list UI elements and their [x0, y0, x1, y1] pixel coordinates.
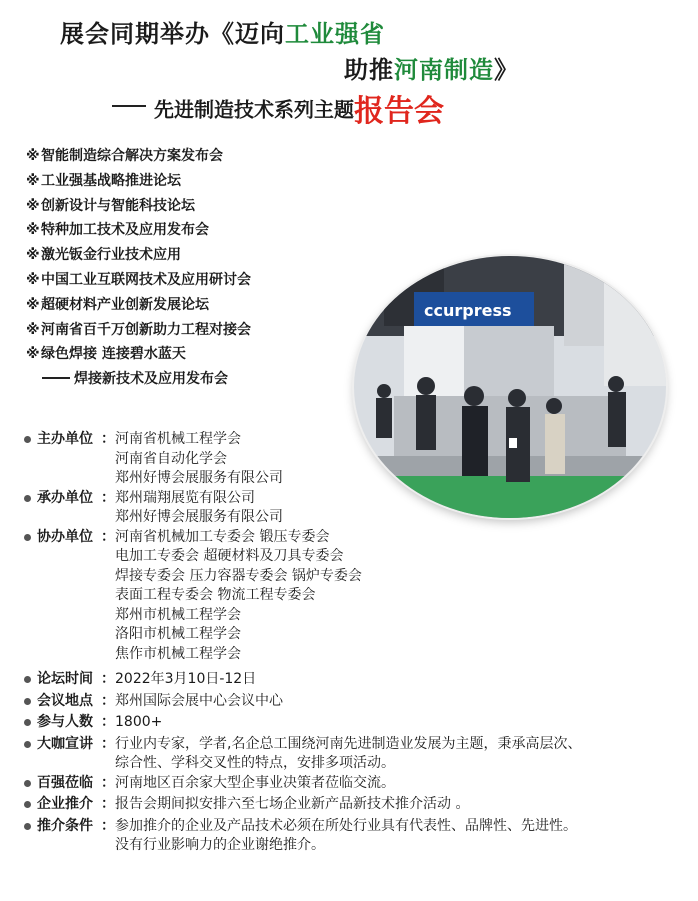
- info-label: 百强莅临: [37, 774, 93, 791]
- topic-list: [26, 144, 251, 392]
- header-line2: [344, 50, 519, 85]
- info-speakers: 大咖宣讲 ： 行业内专家，学者,名企总工围绕河南先进制造业发展为主题，秉承高层次、 综合性、学科交叉性的特点，安排多项活动。: [24, 735, 581, 774]
- header-line1-prefix: 展会同期举办《迈向: [60, 20, 285, 48]
- topic-item: ※工业强基战略推进论坛: [26, 169, 251, 194]
- info-label: 推介条件: [37, 817, 93, 834]
- info-attendance: 百强莅临 ： 河南地区百余家大型企事业决策者莅临交流。: [24, 774, 581, 796]
- header-dash: [112, 105, 146, 107]
- info-label: 论坛时间: [37, 671, 93, 687]
- topic-marker: ※: [26, 296, 40, 313]
- topic-item: ※智能制造综合解决方案发布会: [26, 144, 251, 169]
- topic-marker: ※: [26, 172, 40, 189]
- header-line2-prefix: 助推: [344, 56, 394, 84]
- topic-marker: ※: [26, 197, 40, 214]
- info-venue: 会议地点 ： 郑州国际会展中心会议中心: [24, 692, 581, 714]
- topic-marker: ※: [26, 321, 40, 338]
- header-line2-highlight: 河南制造: [394, 56, 494, 84]
- topic-item: ※绿色焊接 连接碧水蓝天: [26, 342, 251, 367]
- info-label: 主办单位: [37, 431, 93, 447]
- bullet-dot-icon: [24, 795, 37, 817]
- header-report-title: 报告会: [354, 94, 444, 129]
- info-label: 企业推介: [37, 796, 93, 812]
- topic-marker: ※: [26, 247, 40, 264]
- info-promotion: 企业推介 ： 报告会期间拟安排六至七场企业新产品新技术推介活动 。: [24, 795, 581, 817]
- info-conditions: 推介条件 ： 参加推介的企业及产品技术必须在所处行业具有代表性、品牌性、先进性。 没有行业影响力的企业谢绝推介。: [24, 817, 581, 856]
- topic-marker: ※: [26, 271, 40, 288]
- topic-item: ※特种加工技术及应用发布会: [26, 218, 251, 243]
- bullet-dot-icon: [24, 713, 37, 735]
- header-line1-highlight: 工业强省: [285, 20, 385, 48]
- topic-item: ※中国工业互联网技术及应用研讨会: [26, 268, 251, 293]
- topic-marker: ※: [26, 346, 40, 363]
- bullet-dot-icon: [24, 528, 37, 550]
- topic-item: ※超硬材料产业创新发展论坛: [26, 293, 251, 318]
- info-forum-time: 论坛时间 ： 2022年3月10日-12日: [24, 670, 581, 692]
- info-attendees: 参与人数 ： 1800+: [24, 713, 581, 735]
- topic-marker: ※: [26, 148, 40, 164]
- photo-sign-text: ccurpress: [424, 301, 512, 320]
- bullet-dot-icon: [24, 817, 37, 839]
- topic-item: ※创新设计与智能科技论坛: [26, 194, 251, 219]
- info-label: 会议地点: [37, 692, 93, 709]
- topic-item: ※河南省百千万创新助力工程对接会: [26, 318, 251, 343]
- bullet-dot-icon: [24, 735, 37, 757]
- header-line1: [60, 14, 385, 49]
- header-line2-suffix: 》: [494, 56, 519, 84]
- info-label: 参与人数: [37, 714, 93, 730]
- bullet-dot-icon: [24, 670, 37, 692]
- info-co-organizer: 协办单位 ： 河南省机械加工专委会 锻压专委会 电加工专委会 超硬材料及刀具专委会 焊接专委会 压力容器专委会 锅炉专委会 表面工程专委会 物流工程专委会 郑州市机械工程学会 洛阳市机械工程学会 焦作市机械工程学会: [24, 528, 581, 665]
- topic-marker: ※: [26, 222, 40, 239]
- header-line3: [112, 86, 444, 130]
- info-organizer: 主办单位 ： 河南省机械工程学会 河南省自动化学会 郑州好博会展服务有限公司: [24, 430, 581, 489]
- info-section: [24, 430, 581, 856]
- topic-item: ※激光钣金行业技术应用: [26, 243, 251, 268]
- info-label: 承办单位: [37, 489, 93, 506]
- topic-continuation: 焊接新技术及应用发布会: [26, 367, 251, 392]
- topic-dash: [42, 377, 70, 379]
- info-undertaker: 承办单位 ： 郑州瑞翔展览有限公司 郑州好博会展服务有限公司: [24, 489, 581, 528]
- info-label: 协办单位: [37, 528, 93, 545]
- bullet-dot-icon: [24, 430, 37, 452]
- bullet-dot-icon: [24, 692, 37, 714]
- info-label: 大咖宣讲: [37, 735, 93, 752]
- bullet-dot-icon: [24, 489, 37, 511]
- bullet-dot-icon: [24, 774, 37, 796]
- header-subtitle: 先进制造技术系列主题: [154, 97, 354, 122]
